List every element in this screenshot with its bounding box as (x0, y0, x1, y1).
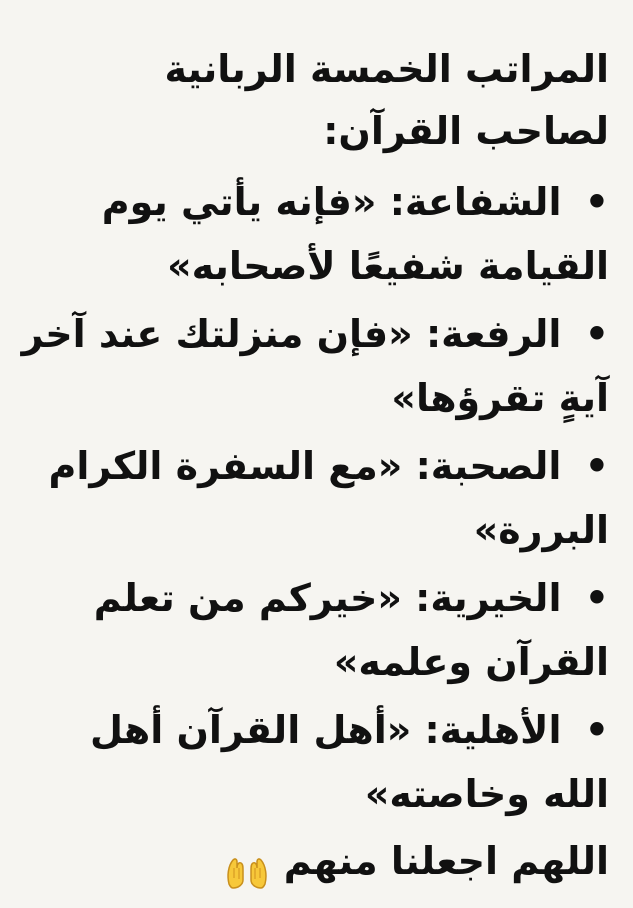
rank-name: الصحبة: (415, 444, 562, 488)
page-title: المراتب الخمسة الربانية لصاحب القرآن: (164, 47, 609, 153)
rank-name: الأهلية: (424, 708, 562, 752)
rank-name: الخيرية: (415, 576, 562, 620)
rank-quote: «فإن منزلتك عند آخر آيةٍ تقرؤها» (21, 312, 609, 420)
bullet: • (584, 312, 609, 356)
list-item-belonging (18, 698, 609, 826)
closing-prayer (18, 830, 609, 892)
rank-name: الرفعة: (425, 312, 562, 356)
list-item-elevation (18, 302, 609, 430)
list-item-companionship (18, 434, 609, 562)
rank-quote: «أهل القرآن أهل الله وخاصته» (89, 708, 609, 816)
bullet: • (584, 576, 609, 620)
prayer-text: اللهم اجعلنا منهم (283, 839, 609, 883)
bullet: • (584, 708, 609, 752)
list-item-intercession (18, 170, 609, 298)
rank-quote: «خيركم من تعلم القرآن وعلمه» (93, 576, 609, 684)
raised-hands-emoji-icon (225, 846, 269, 882)
rank-quote: «مع السفرة الكرام البررة» (48, 444, 609, 552)
rank-name: الشفاعة: (389, 180, 562, 224)
bullet: • (584, 444, 609, 488)
bullet: • (584, 180, 609, 224)
list-item-goodness (18, 566, 609, 694)
rank-quote: «فإنه يأتي يوم القيامة شفيعًا لأصحابه» (101, 180, 609, 288)
